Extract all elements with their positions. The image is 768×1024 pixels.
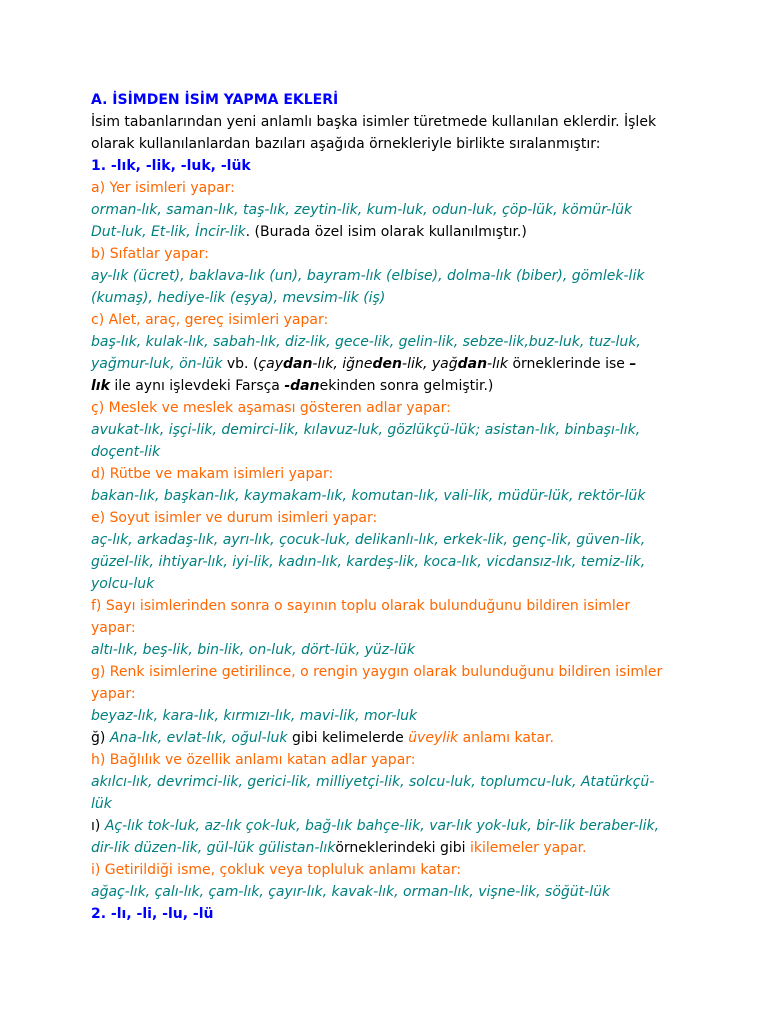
item-heading: yapar: [91,686,136,702]
item-heading: e) Soyut isimler ve durum isimleri yapar: [91,510,378,526]
intro-text-line: olarak kullanılanlardan bazıları aşağıda örnekleriyle birlikte sıralanmıştır: [91,136,601,152]
note-text: gibi kelimelerde [287,730,409,746]
note-example: çay [258,356,283,372]
example-words: yağmur-luk, ön-lük [91,356,223,372]
example-line: baş-lık, kulak-lık, sabah-lık, diz-lik, gece-lik, gelin-lik, sebze-lik,buz-luk, tuz-luk, [91,334,641,350]
meaning-text: ikilemeler yapar. [469,840,587,856]
example-words: Aç-lık tok-luk, az-lık çok-luk, bağ-lık bahçe-lik, var-lık yok-luk, bir-lik beraber-lik, [104,818,660,834]
example-line: bakan-lık, başkan-lık, kaymakam-lık, komutan-lık, vali-lik, müdür-lük, rektör-lük [91,488,646,504]
item-heading: g) Renk isimlerine getirilince, o rengin yaygın olarak bulunduğunu bildiren isimler [91,664,663,680]
example-line: doçent-lik [91,444,161,460]
item-marker: ğ) [91,730,110,746]
note-line [91,375,691,397]
example-words: dir-lik düzen-lik, gül-lük gülistan-lık [91,840,336,856]
meaning-word: üveylik [408,730,459,746]
section-heading: A. İSİMDEN İSİM YAPMA EKLERİ [91,92,339,108]
example-line [91,815,691,837]
example-words: Ana-lık, evlat-lık, oğul-luk [109,730,288,746]
note-text: örneklerinde ise [508,356,630,372]
example-line: güzel-lik, ihtiyar-lık, iyi-lik, kadın-lık, kardeş-lik, koca-lık, vicdansız-lık, temiz-lik, [91,554,646,570]
example-line: yolcu-luk [91,576,155,592]
item-heading: ç) Meslek ve meslek aşaması gösteren adlar yapar: [91,400,451,416]
item-heading: yapar: [91,620,136,636]
item-heading: h) Bağlılık ve özellik anlamı katan adlar yapar: [91,752,416,768]
item-heading: f) Sayı isimlerinden sonra o sayının toplu olarak bulunduğunu bildiren isimler [91,598,631,614]
document-page [91,89,691,925]
example-line: avukat-lık, işçi-lik, demirci-lik, kılavuz-luk, gözlükçü-lük; asistan-lık, binbaşı-lık, [91,422,641,438]
meaning-text: anlamı katar. [458,730,554,746]
note-example: -lık, iğne [312,356,373,372]
example-words: Dut-luk, Et-lik, İncir-lik [91,224,246,240]
suffix-emphasis: dan [457,356,488,372]
note-text: ekinden sonra gelmiştir.) [319,378,494,394]
suffix-emphasis: lık [91,378,110,394]
item-marker: ı) [91,818,105,834]
item-heading: i) Getirildiği isme, çokluk veya topluluk anlamı katar: [91,862,462,878]
note-example: -lık [487,356,508,372]
example-line: orman-lık, saman-lık, taş-lık, zeytin-lik, kum-luk, odun-luk, çöp-lük, kömür-lük [91,202,633,218]
example-line: lük [91,796,112,812]
item-heading: a) Yer isimleri yapar: [91,180,235,196]
note-text: . (Burada özel isim olarak kullanılmıştır.) [245,224,527,240]
item-heading: d) Rütbe ve makam isimleri yapar: [91,466,334,482]
item-heading: b) Sıfatlar yapar: [91,246,209,262]
note-text: vb. ( [222,356,259,372]
note-text: ile aynı işlevdeki Farsça [109,378,285,394]
example-line: aç-lık, arkadaş-lık, ayrı-lık, çocuk-luk, delikanlı-lık, erkek-lik, genç-lik, güven-lik, [91,532,646,548]
note-example: -lik, yağ [402,356,458,372]
example-line [91,727,691,749]
subsection-heading: 1. -lık, -lik, -luk, -lük [91,158,251,174]
example-line: ay-lık (ücret), baklava-lık (un), bayram-lık (elbise), dolma-lık (biber), gömlek-lik [91,268,645,284]
subsection-heading: 2. -lı, -li, -lu, -lü [91,906,214,922]
suffix-emphasis: den [372,356,403,372]
suffix-emphasis: -dan [284,378,320,394]
example-line: altı-lık, beş-lik, bin-lik, on-luk, dört-lük, yüz-lük [91,642,416,658]
note-text: örneklerindeki gibi [335,840,470,856]
example-line: akılcı-lık, devrimci-lik, gerici-lik, milliyetçi-lik, solcu-luk, toplumcu-luk, Atatürkçü- [91,774,655,790]
example-line [91,221,691,243]
example-line [91,837,691,859]
intro-text-line: İsim tabanlarından yeni anlamlı başka isimler türetmede kullanılan eklerdir. İşlek [91,114,657,130]
suffix-emphasis: – [629,356,637,372]
suffix-emphasis: dan [282,356,313,372]
item-heading: c) Alet, araç, gereç isimleri yapar: [91,312,329,328]
example-line: ağaç-lık, çalı-lık, çam-lık, çayır-lık, kavak-lık, orman-lık, vişne-lik, söğüt-lük [91,884,611,900]
example-line: (kumaş), hediye-lik (eşya), mevsim-lik (iş) [91,290,386,306]
example-line [91,353,691,375]
example-line: beyaz-lık, kara-lık, kırmızı-lık, mavi-lik, mor-luk [91,708,418,724]
